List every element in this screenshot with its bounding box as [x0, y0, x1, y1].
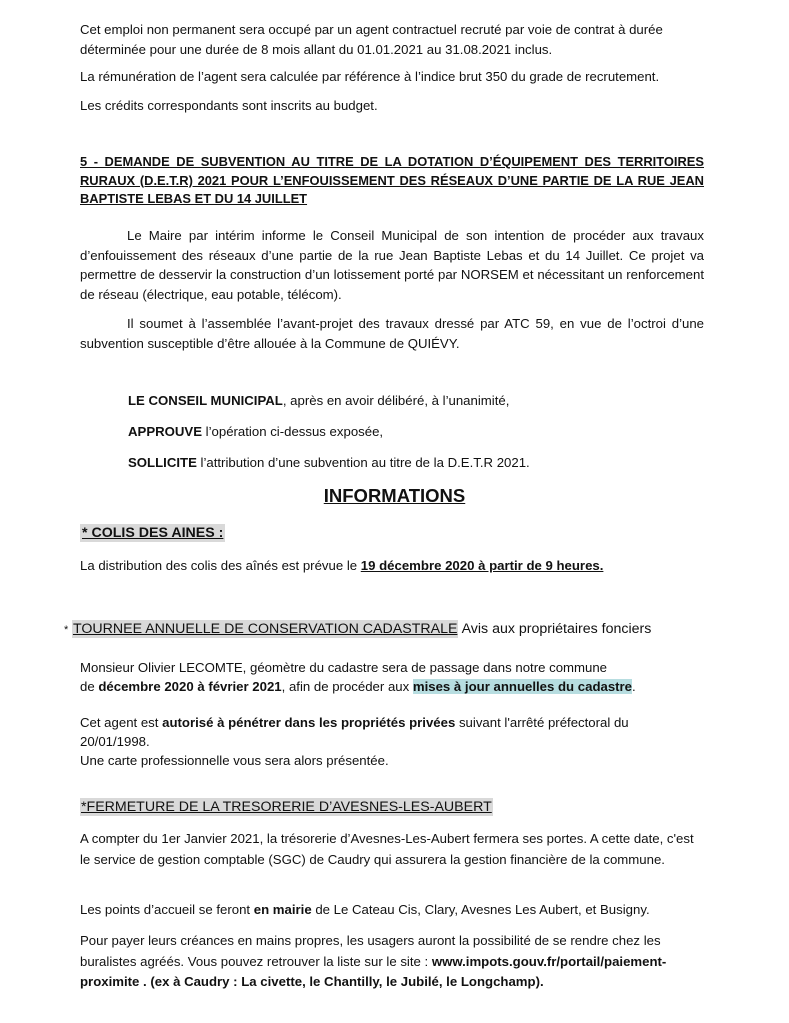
fermeture-paragraph-1: A compter du 1er Janvier 2021, la trésorerie d’Avesnes-Les-Aubert fermera ses portes. A cette date, c'est le service de gestion comptable (SGC) de Caudry qui assurera la gestion financière de la commune. [80, 831, 694, 867]
colis-text: La distribution des colis des aînés est prévue le [80, 558, 361, 573]
contract-paragraph [80, 20, 704, 59]
tournee-subtitle: Avis aux propriétaires fonciers [458, 621, 652, 637]
tournee-autorise: autorisé à pénétrer dans les propriétés privées [162, 715, 456, 730]
sollicite-line [128, 453, 530, 473]
fermeture-heading: *FERMETURE DE LA TRESORERIE D’AVESNES-LES-AUBERT [81, 799, 492, 815]
section-5-paragraph-1: Le Maire par intérim informe le Conseil Municipal de son intention de procéder aux travaux d’enfouissement des réseaux d’une partie de la rue Jean Baptiste Lebas et du 14 Juillet. Ce projet va permettre de desservir la construction d’un lotissement porté par NORSEM et nécessitant un renforcement de réseau (électrique, eau potable, télécom). [80, 228, 704, 302]
fermeture-heading-line [80, 797, 704, 818]
conseil-municipal-label: LE CONSEIL MUNICIPAL [128, 393, 283, 408]
impots-link[interactable]: www.impots.gouv.fr/portail/paiement-proximite . (ex à Caudry : La civette, le Chantilly, le Jubilé, le Longchamp). [80, 953, 667, 989]
tournee-paragraph-1 [80, 658, 704, 696]
credits-paragraph: Les crédits correspondants sont inscrits au budget. [80, 98, 378, 113]
contract-line-1: Cet emploi non permanent sera occupé par un agent contractuel recruté par voie de contrat à durée [80, 22, 663, 37]
fermeture-paragraph-3 [80, 931, 704, 993]
fermeture-accueil-start: Les points d’accueil se feront [80, 902, 254, 917]
tournee-line-1: Monsieur Olivier LECOMTE, géomètre du cadastre sera de passage dans notre commune [80, 660, 608, 675]
tournee-heading-line [64, 619, 651, 641]
approuve-line [128, 422, 383, 442]
conseil-municipal-text: , après en avoir délibéré, à l’unanimité, [282, 393, 510, 408]
colis-date: 19 décembre 2020 à partir de 9 heures. [360, 558, 604, 573]
sollicite-label: SOLLICITE [128, 455, 197, 470]
approuve-label: APPROUVE [128, 424, 203, 439]
contract-line-2: déterminée pour une durée de 8 mois allant du 01.01.2021 au 31.08.2021 inclus. [80, 41, 553, 57]
colis-heading-line [80, 523, 704, 544]
conseil-municipal-line [128, 391, 509, 411]
tournee-heading: TOURNEE ANNUELLE DE CONSERVATION CADASTRALE [72, 621, 458, 637]
informations-title: INFORMATIONS [323, 485, 466, 506]
tournee-line-2-start: de [80, 679, 99, 694]
tournee-carte-pro: Une carte professionnelle vous sera alors présentée. [80, 753, 389, 768]
fermeture-en-mairie: en mairie [253, 902, 312, 917]
approuve-text: l’opération ci-dessus exposée, [202, 424, 384, 439]
tournee-line-3-end: suivant l'arrêté préfectoral du [455, 715, 629, 730]
fermeture-paragraph-2 [80, 900, 704, 920]
tournee-paragraph-2 [80, 713, 704, 770]
tournee-line-3-start: Cet agent est [80, 715, 163, 730]
colis-heading: * COLIS DES AINES : [82, 525, 224, 541]
section-5-title: 5 - DEMANDE DE SUBVENTION AU TITRE DE LA DOTATION D’ÉQUIPEMENT DES TERRITOIRES RURAUX (D.E.T.R) 2021 POUR L’ENFOUISSEMENT DES RÉSEAUX D’UNE PARTIE DE LA RUE JEAN BAPTISTE LEBAS ET DU 14 JUILLET [80, 154, 704, 206]
tournee-arrete-date: 20/01/1998. [80, 734, 150, 749]
tournee-period: décembre 2020 à février 2021 [98, 679, 282, 694]
fermeture-accueil-end: de Le Cateau Cis, Clary, Avesnes Les Aubert, et Busigny. [311, 902, 650, 917]
tournee-bullet: * [64, 624, 69, 636]
fermeture-payer-text: Pour payer leurs créances en mains propres, les usagers auront la possibilité de se rendre chez les buralistes agréés. Vous pouvez retrouver la liste sur le site : [80, 933, 661, 969]
remuneration-paragraph: La rémunération de l’agent sera calculée par référence à l’indice brut 350 du grade de recrutement. [80, 69, 660, 84]
tournee-mises-a-jour: mises à jour annuelles du cadastre [412, 679, 633, 694]
tournee-line-2-end: . [632, 679, 636, 694]
sollicite-text: l’attribution d’une subvention au titre de la D.E.T.R 2021. [196, 455, 530, 470]
section-5-paragraph-2: Il soumet à l’assemblée l’avant-projet des travaux dressé par ATC 59, en vue de l’octroi d’une subvention susceptible d’être allouée à la Commune de QUIÉVY. [80, 316, 704, 351]
tournee-line-2-mid: , afin de procéder aux [281, 679, 413, 694]
colis-paragraph [80, 556, 704, 576]
